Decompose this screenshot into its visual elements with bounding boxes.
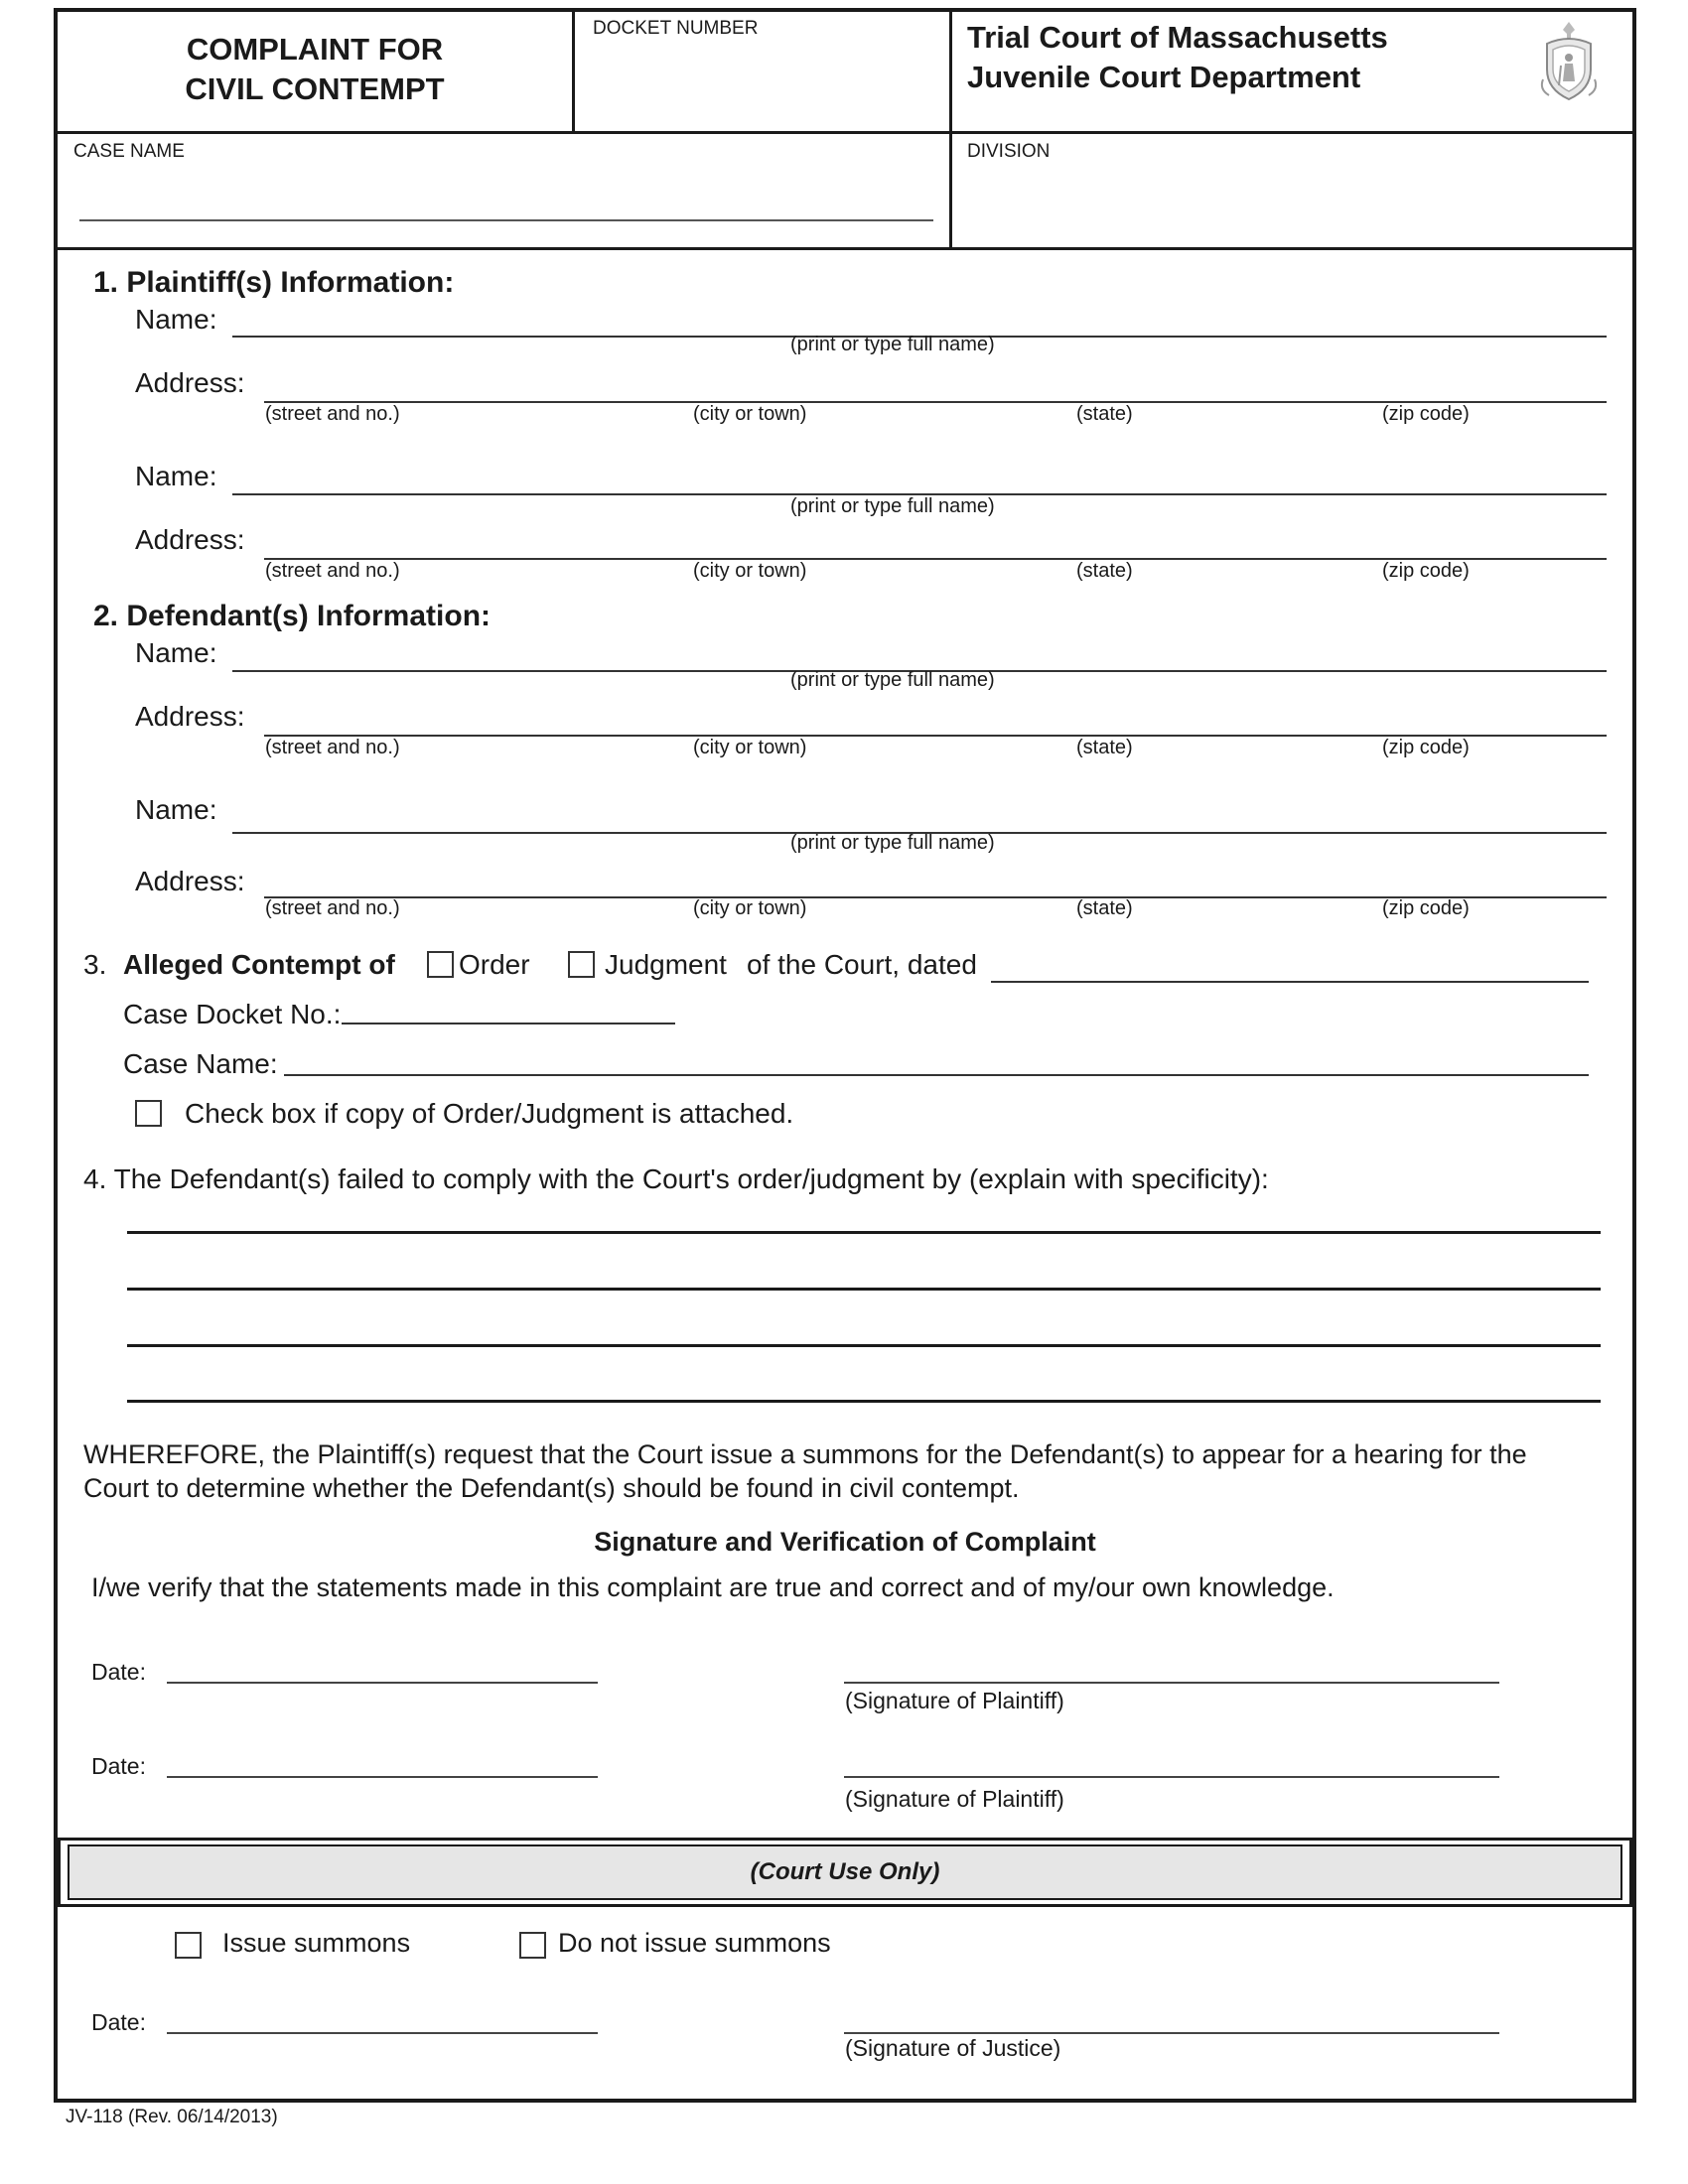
plaintiff-1-date-label: Date: — [91, 1659, 146, 1685]
section-3-case-name-field[interactable] — [284, 1074, 1589, 1076]
attached-label: Check box if copy of Order/Judgment is attached. — [185, 1098, 794, 1129]
plaintiff-2-name-hint: (print or type full name) — [790, 495, 995, 517]
court-name-line-1: Trial Court of Massachusetts — [967, 20, 1388, 55]
defendant-2-name-hint: (print or type full name) — [790, 832, 995, 854]
justice-date-label: Date: — [91, 2009, 146, 2035]
not-issue-summons-label: Do not issue summons — [558, 1928, 831, 1958]
plaintiff-2-state-hint: (state) — [1076, 560, 1133, 582]
issue-summons-label: Issue summons — [222, 1928, 411, 1958]
defendant-1-name-hint: (print or type full name) — [790, 669, 995, 691]
defendant-2-street-hint: (street and no.) — [265, 897, 400, 919]
plaintiff-2-zip-hint: (zip code) — [1382, 560, 1470, 582]
court-name — [967, 18, 1388, 97]
defendant-2-zip-hint: (zip code) — [1382, 897, 1470, 919]
wherefore-paragraph — [83, 1437, 1613, 1505]
defendant-1-street-hint: (street and no.) — [265, 737, 400, 758]
plaintiff-1-zip-hint: (zip code) — [1382, 403, 1470, 425]
defendant-2-name-label: Name: — [135, 794, 217, 825]
defendant-1-address-label: Address: — [135, 701, 245, 732]
section-3-title: Alleged Contempt of — [123, 949, 395, 980]
plaintiff-1-signature-field[interactable] — [844, 1682, 1499, 1684]
defendant-section-title: 2. Defendant(s) Information: — [93, 600, 492, 632]
court-use-banner — [68, 1844, 1622, 1900]
plaintiff-2-name-label: Name: — [135, 461, 217, 491]
attached-checkbox[interactable] — [135, 1100, 162, 1127]
defendant-2-city-hint: (city or town) — [693, 897, 807, 919]
header-bottom-rule — [54, 131, 1636, 134]
defendant-1-state-hint: (state) — [1076, 737, 1133, 758]
plaintiff-1-signature-label: (Signature of Plaintiff) — [845, 1688, 1064, 1713]
section-3-case-name-label: Case Name: — [123, 1048, 278, 1079]
case-docket-field[interactable] — [342, 1023, 675, 1024]
defendant-1-name-label: Name: — [135, 637, 217, 668]
massachusetts-seal-icon — [1537, 20, 1601, 101]
judgment-checkbox[interactable] — [568, 951, 595, 978]
docket-number-field[interactable] — [586, 45, 938, 124]
wherefore-line-1: WHEREFORE, the Plaintiff(s) request that the Court issue a summons for the Defendant(s) to appear for a hearing for the — [83, 1439, 1527, 1469]
justice-signature-field[interactable] — [844, 2032, 1499, 2034]
explanation-line-2[interactable] — [127, 1288, 1601, 1291]
case-docket-label: Case Docket No.: — [123, 999, 342, 1029]
dated-label: of the Court, dated — [747, 949, 977, 980]
plaintiff-1-address-label: Address: — [135, 367, 245, 398]
form-id: JV-118 (Rev. 06/14/2013) — [66, 2107, 278, 2127]
form-title — [58, 30, 572, 109]
defendant-1-zip-hint: (zip code) — [1382, 737, 1470, 758]
form-title-line-2: CIVIL CONTEMPT — [185, 71, 445, 106]
justice-date-field[interactable] — [167, 2032, 598, 2034]
plaintiff-1-street-hint: (street and no.) — [265, 403, 400, 425]
order-label: Order — [459, 949, 530, 980]
court-use-banner-label: (Court Use Only) — [750, 1858, 940, 1885]
case-row-bottom-rule — [54, 247, 1636, 250]
plaintiff-1-city-hint: (city or town) — [693, 403, 807, 425]
explanation-line-1[interactable] — [127, 1231, 1601, 1234]
case-name-field[interactable] — [79, 219, 933, 221]
not-issue-summons-checkbox[interactable] — [519, 1932, 546, 1959]
plaintiff-2-signature-field[interactable] — [844, 1776, 1499, 1778]
plaintiff-2-street-hint: (street and no.) — [265, 560, 400, 582]
explanation-line-4[interactable] — [127, 1400, 1601, 1403]
plaintiff-2-address-label: Address: — [135, 524, 245, 555]
header-divider-1 — [572, 8, 575, 133]
defendant-1-city-hint: (city or town) — [693, 737, 807, 758]
signature-heading: Signature and Verification of Complaint — [594, 1527, 1096, 1557]
docket-number-label: DOCKET NUMBER — [593, 18, 759, 39]
wherefore-line-2: Court to determine whether the Defendant(s) should be found in civil contempt. — [83, 1473, 1020, 1503]
judgment-label: Judgment — [605, 949, 727, 980]
division-label: DIVISION — [967, 141, 1051, 162]
plaintiff-1-state-hint: (state) — [1076, 403, 1133, 425]
plaintiff-2-city-hint: (city or town) — [693, 560, 807, 582]
order-checkbox[interactable] — [427, 951, 454, 978]
plaintiff-2-signature-label: (Signature of Plaintiff) — [845, 1786, 1064, 1812]
plaintiff-2-date-label: Date: — [91, 1753, 146, 1779]
order-date-field[interactable] — [991, 981, 1589, 983]
division-field[interactable] — [963, 169, 1618, 238]
justice-signature-label: (Signature of Justice) — [845, 2035, 1061, 2061]
case-name-label: CASE NAME — [73, 141, 185, 162]
defendant-2-state-hint: (state) — [1076, 897, 1133, 919]
court-name-line-2: Juvenile Court Department — [967, 60, 1361, 94]
plaintiff-1-date-field[interactable] — [167, 1682, 598, 1684]
plaintiff-2-date-field[interactable] — [167, 1776, 598, 1778]
form-title-line-1: COMPLAINT FOR — [186, 32, 444, 67]
plaintiff-section-title: 1. Plaintiff(s) Information: — [93, 266, 455, 299]
section-4-text: 4. The Defendant(s) failed to comply with the Court's order/judgment by (explain with specificity): — [83, 1163, 1269, 1194]
plaintiff-1-name-label: Name: — [135, 304, 217, 335]
explanation-line-3[interactable] — [127, 1344, 1601, 1347]
verify-text: I/we verify that the statements made in this complaint are true and correct and of my/our own knowledge. — [91, 1572, 1335, 1602]
defendant-2-address-label: Address: — [135, 866, 245, 896]
plaintiff-1-name-hint: (print or type full name) — [790, 334, 995, 355]
header-divider-2 — [949, 8, 952, 250]
issue-summons-checkbox[interactable] — [175, 1932, 202, 1959]
section-3-number: 3. — [83, 949, 107, 980]
